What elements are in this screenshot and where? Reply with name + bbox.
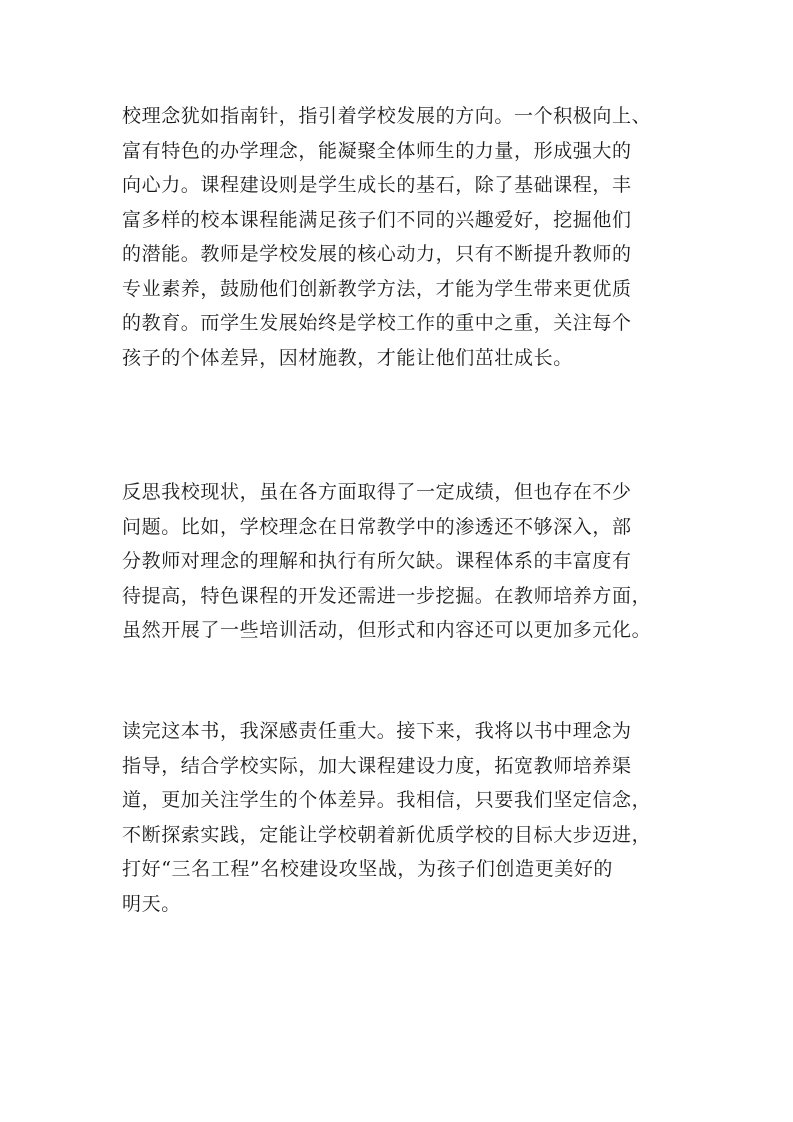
paragraph-reflection bbox=[122, 475, 692, 648]
text-line: 打好“三名工程”名校建设攻坚战，为孩子们创造更美好的 bbox=[122, 858, 614, 880]
paragraph-conclusion bbox=[122, 714, 692, 921]
text-line: 富多样的校本课程能满足孩子们不同的兴趣爱好，挖掘他们 bbox=[122, 208, 632, 231]
text-line: 待提高，特色课程的开发还需进一步挖掘。在教师培养方面， bbox=[122, 584, 652, 607]
text-line: 孩子的个体差异，因材施教，才能让他们茁壮成长。 bbox=[122, 346, 573, 369]
text-line: 读完这本书，我深感责任重大。接下来，我将以书中理念为 bbox=[122, 720, 632, 742]
text-line: 反思我校现状，虽在各方面取得了一定成绩，但也存在不少 bbox=[122, 481, 632, 503]
text-line: 校理念犹如指南针，指引着学校发展的方向。一个积极向上、 bbox=[122, 105, 652, 127]
text-line: 专业素养，鼓励他们创新教学方法，才能为学生带来更优质 bbox=[122, 277, 632, 300]
paragraph-school-philosophy bbox=[122, 99, 692, 375]
text-line: 向心力。课程建设则是学生成长的基石，除了基础课程，丰 bbox=[122, 174, 632, 196]
text-line: 道，更加关注学生的个体差异。我相信，只要我们坚定信念， bbox=[122, 789, 652, 811]
text-line: 指导，结合学校实际，加大课程建设力度，拓宽教师培养渠 bbox=[122, 754, 632, 777]
text-line: 的教育。而学生发展始终是学校工作的重中之重，关注每个 bbox=[122, 312, 632, 334]
text-line: 不断探索实践，定能让学校朝着新优质学校的目标大步迈进， bbox=[122, 823, 652, 846]
text-line: 的潜能。教师是学校发展的核心动力，只有不断提升教师的 bbox=[122, 243, 632, 265]
text-line: 富有特色的办学理念，能凝聚全体师生的力量，形成强大的 bbox=[122, 139, 632, 162]
text-line: 分教师对理念的理解和执行有所欠缺。课程体系的丰富度有 bbox=[122, 550, 632, 572]
text-line: 明天。 bbox=[122, 892, 181, 915]
text-line: 虽然开展了一些培训活动，但形式和内容还可以更加多元化。 bbox=[122, 619, 652, 641]
text-line: 问题。比如，学校理念在日常教学中的渗透还不够深入，部 bbox=[122, 515, 632, 538]
